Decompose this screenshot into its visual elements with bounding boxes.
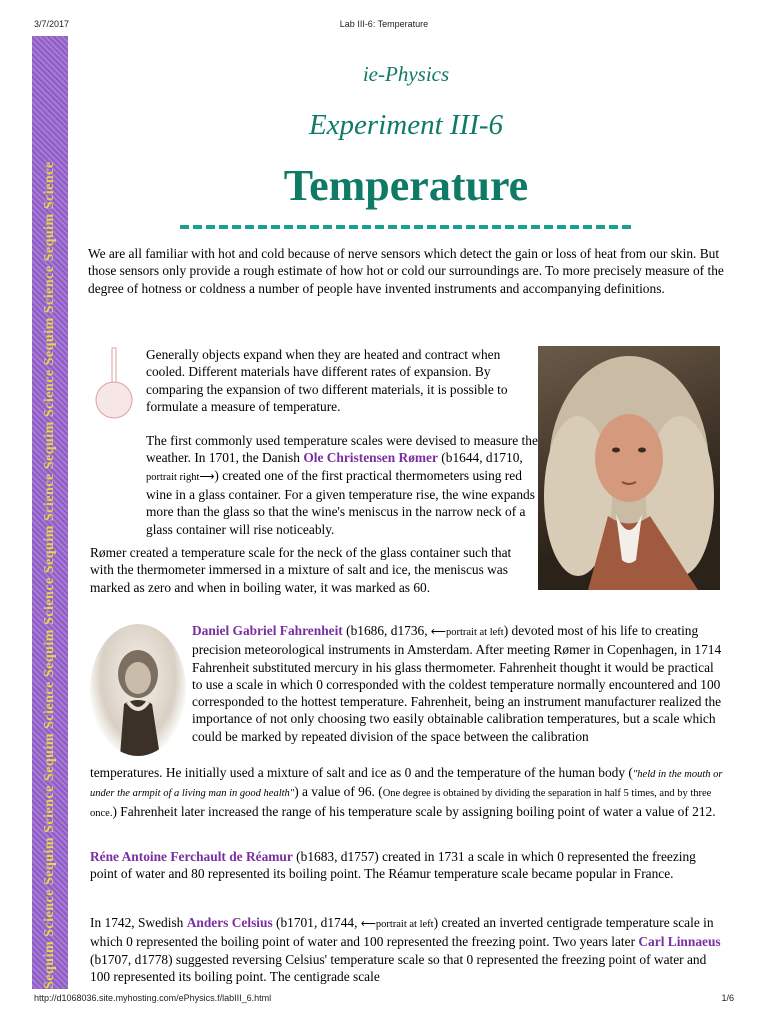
print-footer: [0, 993, 768, 1013]
title-divider: [180, 225, 632, 229]
romer-text-post: ) created one of the first practical thermometers using red wine in a glass container. For a given temperature rise, the wine expands more than the glass so that the wine's meniscus in the narrow neck of a glass container will rise noticeably.: [146, 467, 535, 537]
fahrenheit-division-note: One degree is obtained by dividing the separation in half 5 times, and by three once.: [90, 788, 712, 819]
romer-portrait: [538, 346, 720, 590]
main-content: [88, 50, 724, 297]
fahrenheit-continuation-paragraph: [90, 764, 724, 822]
expansion-section: [146, 346, 538, 538]
sidebar-text: Sequim Science Sequim Science Sequim Science Sequim Science Sequim Science Sequim Science Sequim Science Sequim Science: [42, 161, 57, 989]
romer-portrait-image: [538, 346, 720, 590]
thermometer-icon: [90, 346, 138, 422]
celsius-dates: (b1701, d1744,: [272, 915, 361, 930]
romer-continuation: [90, 544, 538, 596]
print-page-number: 1/6: [721, 993, 734, 1003]
fahrenheit-text: ) devoted most of his life to creating precision meteorological instruments in Amsterdam. After meeting Rømer in Copenhagen, in 1714 Fahrenheit substituted mercury in his glass thermometer. Fahrenheit thought it would be practical to use a scale in which 0 corresponded with the coldest temperature normally encountered and 100 corresponded to the hottest temperature. Fahrenheit, being an instrument manufacturer realized the importance of not only choosing two easily obtainable calibration temperatures, but a scale which could be marked by repeated division of the space between the calibration: [192, 623, 722, 744]
reaumur-section: [90, 848, 724, 883]
sidebar-banner: [32, 36, 68, 989]
romer-link[interactable]: Ole Christensen Rømer: [303, 450, 438, 466]
experiment-heading: Experiment III-6: [308, 109, 504, 141]
print-header: [0, 0, 768, 30]
fahrenheit-dates: (b1686, d1736,: [342, 623, 431, 638]
page-title: Temperature: [283, 161, 529, 210]
celsius-paragraph: [90, 914, 724, 985]
print-title: Lab III-6: Temperature: [339, 19, 429, 29]
fahrenheit-cont-pre: temperatures. He initially used a mixture of salt and ice as 0 and the temperature of the human body (: [90, 765, 633, 780]
fahrenheit-cont-post: ) Fahrenheit later increased the range of his temperature scale by assigning boiling point of water a value of 212.: [112, 803, 716, 819]
romer-dates: (b1644, d1710,: [437, 450, 523, 466]
fahrenheit-section: [192, 622, 722, 745]
expansion-paragraph: Generally objects expand when they are heated and contract when cooled. Different materials have different rates of expansion. By comparing the expansion of two different materials, it is possible to formulate a measure of temperature.: [146, 347, 508, 414]
linnaeus-link[interactable]: Carl Linnaeus: [638, 934, 721, 950]
celsius-text-post: (b1707, d1778) suggested reversing Celsius' temperature scale so that 0 represented the freezing point of water and 100 represented its boiling point. The centigrade scale: [90, 951, 707, 984]
fahrenheit-cont-mid: ) a value of 96. (: [294, 784, 383, 800]
reaumur-link[interactable]: Réne Antoine Ferchault de Réamur: [90, 849, 293, 864]
celsius-link[interactable]: Anders Celsius: [186, 915, 273, 930]
print-date: 3/7/2017: [34, 19, 70, 29]
fahrenheit-continuation: [90, 764, 724, 822]
fahrenheit-portrait-note: ⟵portrait at left: [430, 627, 504, 638]
celsius-text-mid: ) created an inverted centigrade temperature scale in which 0 represented the boiling point of water and 100 represented the freezing point. Two years later: [90, 915, 714, 950]
romer-paragraph: [146, 432, 538, 538]
site-brand[interactable]: ie-Physics: [362, 62, 450, 86]
fahrenheit-paragraph: [192, 622, 722, 745]
romer-text-pre: The first commonly used temperature scales were devised to measure the weather. In 1701, the Danish: [146, 433, 538, 466]
celsius-section: [90, 914, 724, 985]
celsius-portrait-note: ⟵portrait at left: [360, 919, 434, 930]
fahrenheit-portrait: [90, 624, 186, 756]
reaumur-text: (b1683, d1757) created in 1731 a scale in which 0 represented the freezing point of water and 80 represented its boiling point. The Réamur temperature scale became popular in France.: [90, 849, 696, 882]
celsius-text-pre: In 1742, Swedish: [90, 915, 187, 930]
romer-continuation-text: Rømer created a temperature scale for the neck of the glass container such that with the thermometer immersed in a mixture of salt and ice, the meniscus was marked as zero and when in boiling water, it was marked as 60.: [90, 545, 512, 595]
reaumur-paragraph: [90, 848, 724, 883]
intro-paragraph: We are all familiar with hot and cold because of nerve sensors which detect the gain or loss of heat from our skin. But those sensors only provide a rough estimate of how hot or cold our surroundings are. To more precisely measure of the degree of hotness or coldness a number of people have invented instruments and accompanying definitions.: [88, 246, 724, 296]
fahrenheit-link[interactable]: Daniel Gabriel Fahrenheit: [192, 623, 343, 638]
fahrenheit-quote: "held in the mouth or under the armpit of a living man in good health": [90, 769, 723, 800]
fahrenheit-portrait-image: [90, 624, 186, 756]
print-url: http://d1068036.site.myhosting.com/ePhysics.f/labIII_6.html: [34, 993, 272, 1003]
romer-portrait-note: portrait right⟶: [146, 471, 215, 483]
